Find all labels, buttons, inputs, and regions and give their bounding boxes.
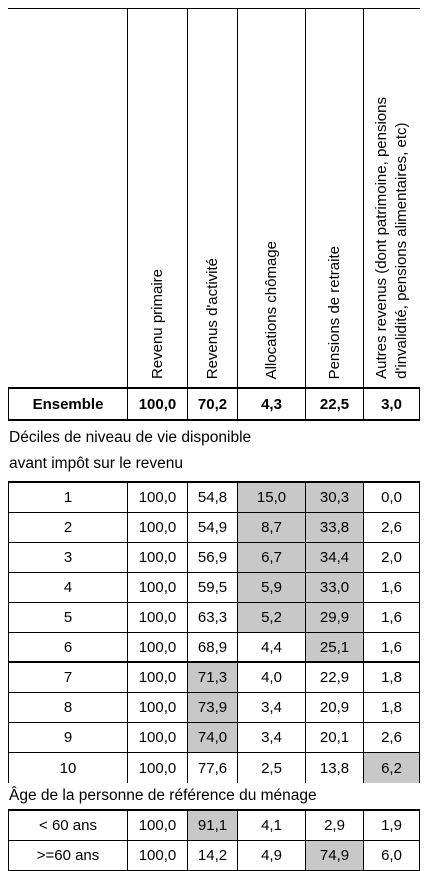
header-empty bbox=[8, 9, 128, 387]
value-cell: 100,0 bbox=[128, 633, 188, 663]
table-row bbox=[8, 633, 420, 663]
header-allocations-chomage bbox=[238, 9, 306, 387]
income-composition-table bbox=[8, 8, 420, 871]
value-cell: 100,0 bbox=[128, 811, 188, 841]
header-pensions-retraite bbox=[306, 9, 364, 387]
header-label: Allocations chômage bbox=[262, 240, 280, 379]
value-cell: 100,0 bbox=[128, 723, 188, 753]
value-cell: 77,6 bbox=[188, 753, 238, 783]
value-cell: 91,1 bbox=[188, 811, 238, 841]
value-cell: 59,5 bbox=[188, 573, 238, 603]
value-cell: 4,0 bbox=[238, 663, 306, 693]
row-label: 8 bbox=[8, 693, 128, 723]
value-cell: 8,7 bbox=[238, 513, 306, 543]
row-label: < 60 ans bbox=[8, 811, 128, 841]
value-cell: 1,6 bbox=[364, 573, 420, 603]
row-label: 4 bbox=[8, 573, 128, 603]
value-cell: 22,5 bbox=[306, 389, 364, 419]
header-revenu-primaire bbox=[128, 9, 188, 387]
value-cell: 25,1 bbox=[306, 633, 364, 663]
value-cell: 15,0 bbox=[238, 483, 306, 513]
value-cell: 33,0 bbox=[306, 573, 364, 603]
row-label: Ensemble bbox=[8, 389, 128, 419]
value-cell: 13,8 bbox=[306, 753, 364, 783]
column-header-row bbox=[8, 8, 420, 389]
header-label-line2: d'invalidité, pensions alimentaires, etc) bbox=[393, 122, 410, 379]
value-cell: 68,9 bbox=[188, 633, 238, 663]
table-row bbox=[8, 513, 420, 543]
value-cell: 29,9 bbox=[306, 603, 364, 633]
table-row bbox=[8, 663, 420, 693]
value-cell: 5,9 bbox=[238, 573, 306, 603]
value-cell: 54,8 bbox=[188, 483, 238, 513]
header-label bbox=[372, 97, 412, 379]
header-label: Revenu primaire bbox=[148, 268, 166, 379]
value-cell: 22,9 bbox=[306, 663, 364, 693]
deciles-body bbox=[8, 483, 420, 783]
section-title-line2: avant impôt sur le revenu bbox=[9, 455, 184, 472]
value-cell: 73,9 bbox=[188, 693, 238, 723]
header-label: Pensions de retraite bbox=[325, 245, 343, 379]
table-row bbox=[8, 723, 420, 753]
value-cell: 14,2 bbox=[188, 841, 238, 871]
header-label-line1: Autres revenus (dont patrimoine, pensions bbox=[373, 97, 390, 379]
value-cell: 30,3 bbox=[306, 483, 364, 513]
value-cell: 4,3 bbox=[238, 389, 306, 419]
value-cell: 6,2 bbox=[364, 753, 420, 783]
section-title: Âge de la personne de référence du ménage bbox=[9, 787, 317, 804]
value-cell: 100,0 bbox=[128, 573, 188, 603]
section-age-title bbox=[8, 783, 420, 811]
table-row bbox=[8, 811, 420, 841]
value-cell: 20,9 bbox=[306, 693, 364, 723]
value-cell: 2,9 bbox=[306, 811, 364, 841]
value-cell: 100,0 bbox=[128, 483, 188, 513]
value-cell: 4,9 bbox=[238, 841, 306, 871]
value-cell: 2,0 bbox=[364, 543, 420, 573]
value-cell: 100,0 bbox=[128, 841, 188, 871]
row-label: >=60 ans bbox=[8, 841, 128, 871]
value-cell: 56,9 bbox=[188, 543, 238, 573]
value-cell: 3,0 bbox=[364, 389, 420, 419]
ensemble-row bbox=[8, 389, 420, 421]
value-cell: 100,0 bbox=[128, 753, 188, 783]
row-label: 7 bbox=[8, 663, 128, 693]
value-cell: 4,1 bbox=[238, 811, 306, 841]
value-cell: 1,8 bbox=[364, 693, 420, 723]
table-row bbox=[8, 543, 420, 573]
table-row bbox=[8, 841, 420, 871]
value-cell: 3,4 bbox=[238, 693, 306, 723]
value-cell: 54,9 bbox=[188, 513, 238, 543]
value-cell: 1,9 bbox=[364, 811, 420, 841]
value-cell: 100,0 bbox=[128, 513, 188, 543]
value-cell: 1,6 bbox=[364, 633, 420, 663]
table-row bbox=[8, 603, 420, 633]
value-cell: 5,2 bbox=[238, 603, 306, 633]
value-cell: 74,0 bbox=[188, 723, 238, 753]
row-label: 5 bbox=[8, 603, 128, 633]
value-cell: 6,0 bbox=[364, 841, 420, 871]
header-label: Revenus d'activité bbox=[203, 257, 221, 379]
table-row bbox=[8, 573, 420, 603]
value-cell: 100,0 bbox=[128, 543, 188, 573]
value-cell: 6,7 bbox=[238, 543, 306, 573]
value-cell: 33,8 bbox=[306, 513, 364, 543]
row-label: 1 bbox=[8, 483, 128, 513]
value-cell: 100,0 bbox=[128, 693, 188, 723]
value-cell: 4,4 bbox=[238, 633, 306, 663]
value-cell: 1,8 bbox=[364, 663, 420, 693]
value-cell: 3,4 bbox=[238, 723, 306, 753]
row-label: 2 bbox=[8, 513, 128, 543]
row-label: 3 bbox=[8, 543, 128, 573]
section-deciles-title bbox=[8, 421, 420, 483]
table-row bbox=[8, 483, 420, 513]
value-cell: 100,0 bbox=[128, 603, 188, 633]
row-label: 6 bbox=[8, 633, 128, 663]
value-cell: 2,5 bbox=[238, 753, 306, 783]
row-label: 10 bbox=[8, 753, 128, 783]
section-title-line1: Déciles de niveau de vie disponible bbox=[9, 429, 252, 446]
value-cell: 63,3 bbox=[188, 603, 238, 633]
value-cell: 2,6 bbox=[364, 723, 420, 753]
value-cell: 0,0 bbox=[364, 483, 420, 513]
value-cell: 100,0 bbox=[128, 389, 188, 419]
value-cell: 20,1 bbox=[306, 723, 364, 753]
ages-body bbox=[8, 811, 420, 871]
value-cell: 1,6 bbox=[364, 603, 420, 633]
table-row bbox=[8, 753, 420, 783]
value-cell: 70,2 bbox=[188, 389, 238, 419]
row-label: 9 bbox=[8, 723, 128, 753]
header-revenus-activite bbox=[188, 9, 238, 387]
value-cell: 2,6 bbox=[364, 513, 420, 543]
value-cell: 34,4 bbox=[306, 543, 364, 573]
value-cell: 71,3 bbox=[188, 663, 238, 693]
table-row bbox=[8, 693, 420, 723]
header-autres-revenus bbox=[364, 9, 420, 387]
value-cell: 74,9 bbox=[306, 841, 364, 871]
value-cell: 100,0 bbox=[128, 663, 188, 693]
